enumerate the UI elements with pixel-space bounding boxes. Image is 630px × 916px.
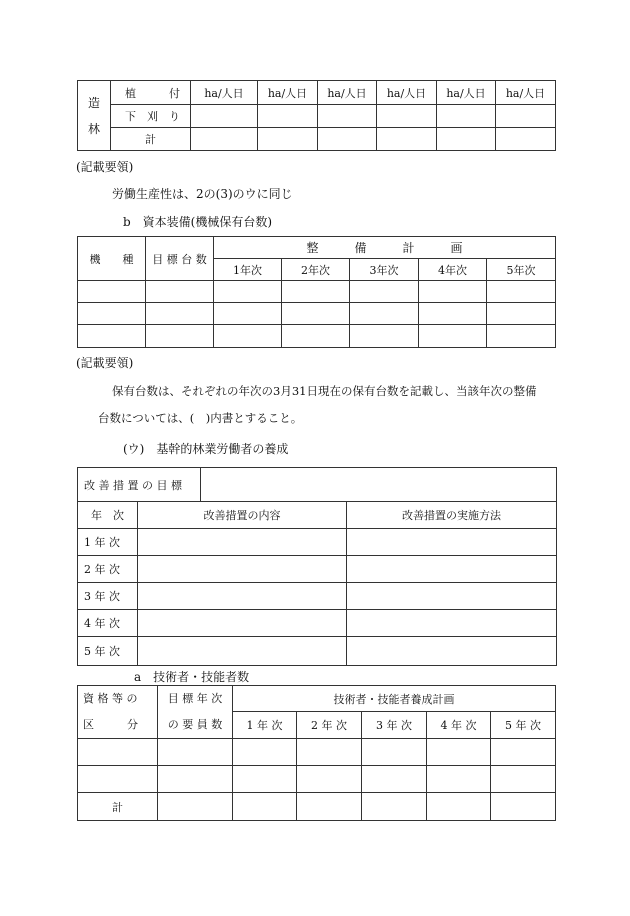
year-header: 4 年 次 — [427, 712, 491, 739]
table-cell — [78, 739, 158, 766]
table-cell — [496, 105, 556, 128]
table-cell — [191, 105, 258, 128]
col-machine: 機 種 — [78, 237, 146, 281]
table-cell — [78, 303, 146, 325]
year-header: 4年次 — [419, 259, 487, 281]
goal-label: 改 善 措 置 の 目 標 — [78, 468, 201, 502]
col-content: 改善措置の内容 — [138, 502, 347, 529]
table-cell — [258, 105, 318, 128]
year-label: 3 年 次 — [78, 583, 138, 610]
col-target-staff — [158, 686, 233, 739]
table-cell — [297, 766, 362, 793]
table-cell — [282, 281, 350, 303]
table-cell: ha/人日 — [318, 81, 377, 105]
row-group-label-top: 造 — [87, 95, 100, 110]
section-u-heading: (ウ) 基幹的林業労働者の養成 — [123, 442, 289, 456]
table-cell — [138, 637, 347, 666]
table-cell — [138, 529, 347, 556]
table-cell — [419, 303, 487, 325]
section-b-heading: b 資本装備(機械保有台数) — [123, 215, 273, 229]
year-header: 5年次 — [487, 259, 556, 281]
year-header: 2 年 次 — [297, 712, 362, 739]
col-target-staff-line-2: の 要 員 数 — [167, 718, 223, 731]
table-cell — [138, 556, 347, 583]
table-cell — [427, 739, 491, 766]
table-cell: ha/人日 — [377, 81, 437, 105]
year-label: 4 年 次 — [78, 610, 138, 637]
note-heading: (記載要領) — [76, 356, 134, 370]
table-cell — [258, 128, 318, 151]
row-group-label — [78, 81, 111, 151]
table-cell — [78, 766, 158, 793]
section-a-heading: a 技術者・技能者数 — [134, 670, 250, 684]
col-qualification-line-1: 資 格 等 の — [83, 692, 138, 705]
table-cell — [347, 529, 557, 556]
col-plan: 整 備 計 画 — [214, 237, 556, 259]
year-header: 1年次 — [214, 259, 282, 281]
technicians-table — [77, 685, 556, 821]
table-cell — [214, 325, 282, 348]
col-qualification-line-2: 区 分 — [83, 718, 138, 731]
year-label: 2 年 次 — [78, 556, 138, 583]
table-cell — [138, 583, 347, 610]
table-cell: ha/人日 — [437, 81, 496, 105]
table-cell — [233, 739, 297, 766]
table-cell — [377, 128, 437, 151]
table-cell — [350, 303, 419, 325]
table-cell — [437, 105, 496, 128]
row-label-total: 計 — [78, 793, 158, 821]
forestation-productivity-table — [77, 80, 556, 151]
table-cell — [146, 325, 214, 348]
table-cell — [318, 105, 377, 128]
table-cell: ha/人日 — [496, 81, 556, 105]
table-cell — [362, 766, 427, 793]
table-cell — [297, 739, 362, 766]
year-header: 3年次 — [350, 259, 419, 281]
col-method: 改善措置の実施方法 — [347, 502, 557, 529]
table-cell — [487, 303, 556, 325]
table-cell — [233, 766, 297, 793]
table-cell — [496, 128, 556, 151]
table-cell: ha/人日 — [191, 81, 258, 105]
table-cell — [214, 303, 282, 325]
year-header: 1 年 次 — [233, 712, 297, 739]
row-label-weeding: 下 刈 り — [111, 105, 191, 128]
row-group-label-bottom: 林 — [87, 121, 100, 136]
table-cell — [350, 325, 419, 348]
table-cell — [427, 766, 491, 793]
table-cell — [350, 281, 419, 303]
table-cell — [191, 128, 258, 151]
table-cell — [487, 325, 556, 348]
table-cell — [158, 739, 233, 766]
table-cell — [78, 325, 146, 348]
year-header: 2年次 — [282, 259, 350, 281]
table-cell — [419, 325, 487, 348]
col-target-staff-line-1: 目 標 年 次 — [167, 692, 223, 705]
table-cell — [138, 610, 347, 637]
row-label-planting: 植 付 — [111, 81, 191, 105]
year-header: 3 年 次 — [362, 712, 427, 739]
table-cell — [491, 793, 556, 821]
table-cell — [158, 766, 233, 793]
table-cell — [233, 793, 297, 821]
note-text: 労働生産性は、2の(3)のウに同じ — [112, 187, 293, 201]
table-cell — [487, 281, 556, 303]
table-cell — [347, 610, 557, 637]
table-cell — [318, 128, 377, 151]
table-cell — [347, 583, 557, 610]
note-text-line-2: 台数については、( )内書とすること。 — [98, 411, 303, 425]
table-cell — [427, 793, 491, 821]
table-cell — [377, 105, 437, 128]
improvement-measures-table — [77, 467, 557, 666]
goal-value — [201, 468, 557, 502]
table-cell — [362, 739, 427, 766]
table-cell — [78, 281, 146, 303]
col-target-count: 目 標 台 数 — [146, 237, 214, 281]
table-cell — [282, 303, 350, 325]
row-label-total: 計 — [111, 128, 191, 151]
table-cell — [437, 128, 496, 151]
table-cell — [297, 793, 362, 821]
col-qualification — [78, 686, 158, 739]
table-cell — [282, 325, 350, 348]
table-cell — [491, 739, 556, 766]
table-cell — [214, 281, 282, 303]
col-training-plan: 技術者・技能者養成計画 — [233, 686, 556, 712]
table-cell — [347, 637, 557, 666]
table-cell — [158, 793, 233, 821]
note-text-line-1: 保有台数は、それぞれの年次の3月31日現在の保有台数を記載し、当該年次の整備 — [112, 384, 537, 398]
col-year: 年 次 — [78, 502, 138, 529]
note-heading: (記載要領) — [76, 160, 134, 174]
capital-equipment-table — [77, 236, 556, 348]
year-header: 5 年 次 — [491, 712, 556, 739]
table-cell: ha/人日 — [258, 81, 318, 105]
table-cell — [362, 793, 427, 821]
year-label: 5 年 次 — [78, 637, 138, 666]
table-cell — [347, 556, 557, 583]
table-cell — [419, 281, 487, 303]
year-label: 1 年 次 — [78, 529, 138, 556]
table-cell — [146, 281, 214, 303]
table-cell — [491, 766, 556, 793]
table-cell — [146, 303, 214, 325]
